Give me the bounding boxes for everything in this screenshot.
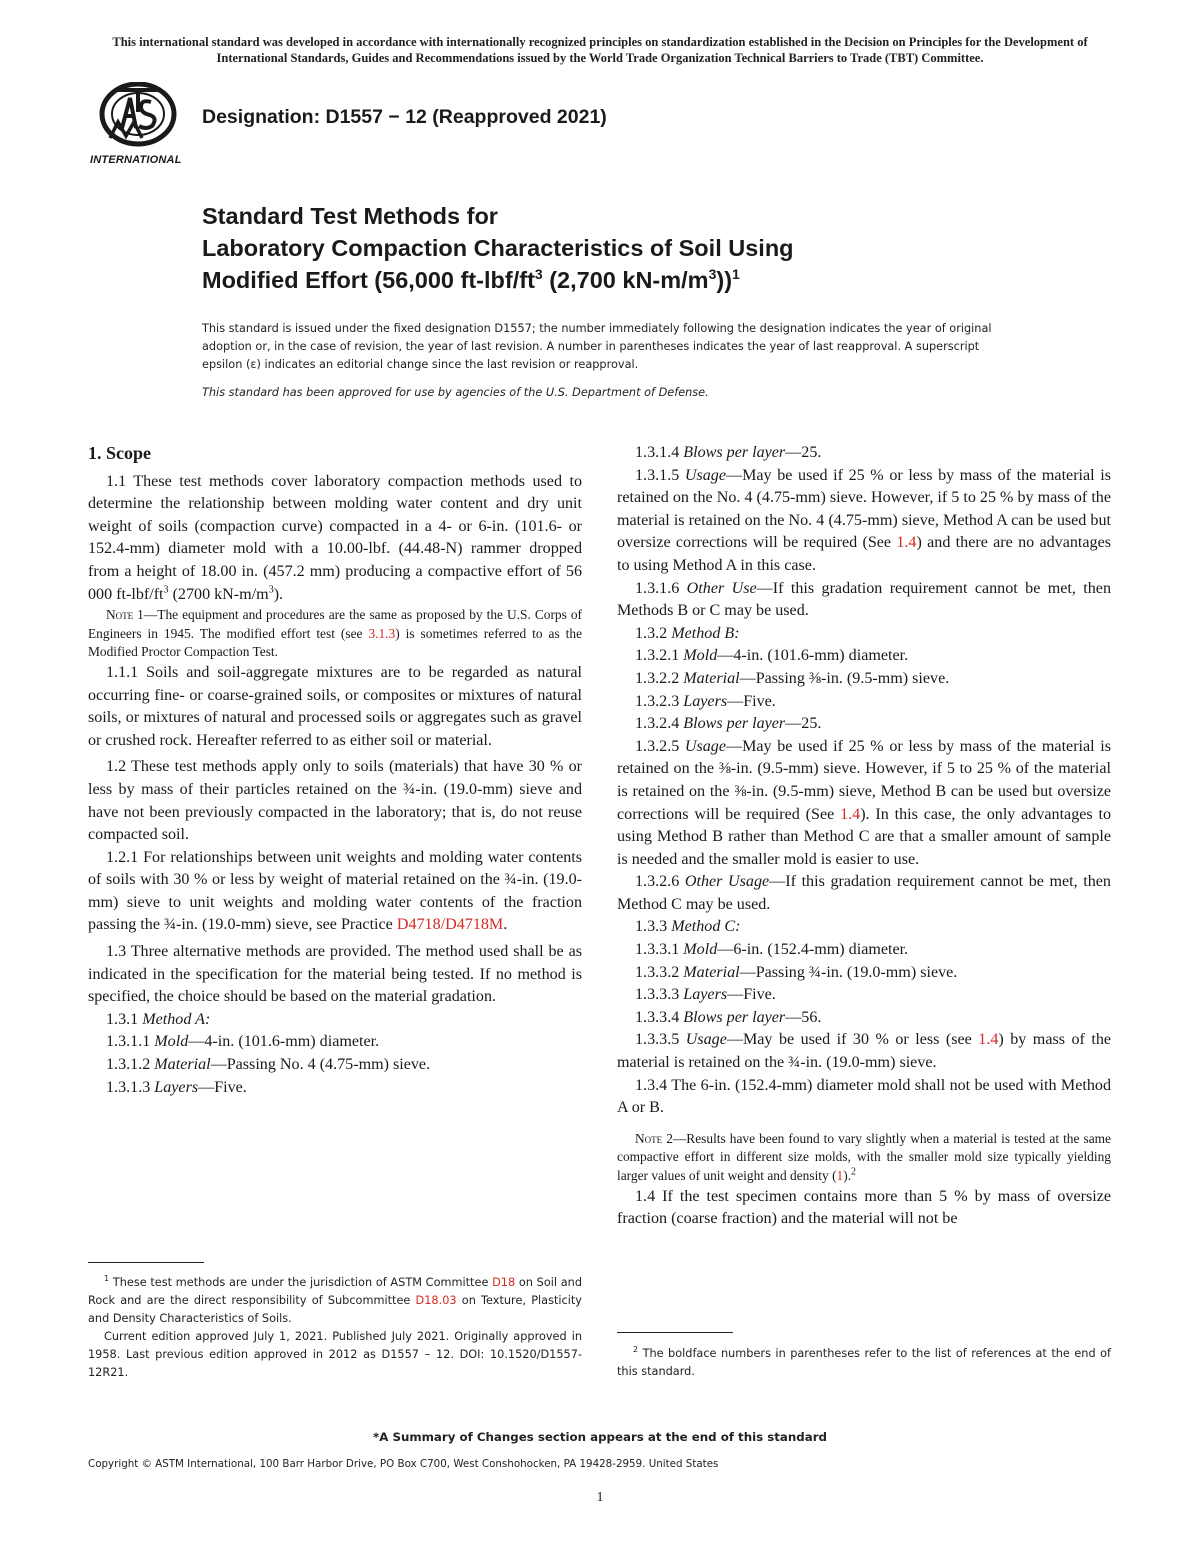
paragraph-1-3-1-5	[617, 465, 1111, 578]
clause-number: 1.3.1.3	[106, 1078, 155, 1096]
clause-number: 1.3.3	[635, 918, 672, 936]
footnote-text: on Texture, Plasticity and Density Characteristics of Soils.	[88, 1293, 582, 1325]
clause-number: 1.3.2.1	[635, 647, 684, 665]
practice-link[interactable]: D4718/D4718M	[396, 916, 504, 934]
clause-title: Other Use	[686, 579, 757, 597]
clause-text: —4-in. (101.6-mm) diameter.	[717, 647, 909, 665]
clause-text: —May be used if 30 % or less (see	[726, 1031, 979, 1049]
clause-text: —25.	[785, 715, 822, 733]
paragraph-text: ).	[273, 585, 284, 603]
note-1	[88, 606, 582, 662]
clause-number: 1.3.1.5	[635, 466, 685, 484]
clause-title: Material	[154, 1056, 211, 1074]
note-text: —The equipment and procedures are the same as proposed by the U.S. Corps of Engineers in 1945. The modified effort test (see	[88, 607, 582, 641]
clause-text: ) by mass of the material is retained on the ¾-in. (19.0-mm) sieve.	[617, 1031, 1112, 1072]
title-line-1: Standard Test Methods for	[202, 203, 498, 229]
committee-link[interactable]: D18	[492, 1275, 516, 1289]
clause-number: 1.3.2.6	[635, 873, 685, 891]
paragraph-1-1-1: 1.1.1 Soils and soil-aggregate mixtures are to be regarded as natural occurring fine- or coarse-grained soils, or composites or mixtures of natural soils, or mixtures of natural and processed soils or aggregates such as gravel or crushed rock. Hereafter referred to as either soil or material.	[88, 663, 582, 749]
clause-number: 1.3.1.6	[635, 579, 687, 597]
reference-link[interactable]: 1	[836, 1168, 844, 1183]
paragraph-1-3-2-4	[617, 713, 1111, 736]
clause-text: —Passing ¾-in. (19.0-mm) sieve.	[739, 963, 958, 981]
clause-text: —Five.	[727, 692, 776, 710]
clause-text: —If this gradation requirement cannot be met, then Methods B or C may be used.	[617, 579, 1112, 620]
footnote-2-text	[617, 1341, 1111, 1381]
footnote-rule-left	[88, 1262, 204, 1263]
paragraph-1-2: 1.2 These test methods apply only to soils (materials) that have 30 % or less by mass of their particles retained on the ¾-in. (19.0-mm) sieve and have not been previously compacted in the laboratory; that is, do not reuse compacted soil.	[88, 758, 582, 844]
paragraph-1-3-1-4	[617, 442, 1111, 465]
clause-title: Blows per layer	[683, 444, 786, 461]
clause-number: 1.3.2.2	[635, 669, 684, 687]
left-column	[88, 442, 582, 1099]
clause-number: 1.3.2.3	[635, 692, 684, 710]
paragraph-1-3-1	[88, 1009, 582, 1032]
paragraph-1-4: 1.4 If the test specimen contains more than 5 % by mass of oversize fraction (coarse fraction) and the material will not be	[617, 1187, 1111, 1228]
clause-title: Mold	[683, 941, 718, 959]
paragraph-1-3-1-3	[88, 1077, 582, 1100]
clause-text: —Five.	[727, 986, 776, 1004]
clause-number: 1.3.1	[106, 1010, 143, 1028]
clause-number: 1.3.2.5	[635, 737, 685, 755]
title-text: ))	[716, 267, 733, 293]
paragraph-1-3-3-1	[617, 939, 1111, 962]
paragraph-1-3-4: 1.3.4 The 6-in. (152.4-mm) diameter mold shall not be used with Method A or B.	[617, 1076, 1111, 1117]
footnote-1-edition: Current edition approved July 1, 2021. Published July 2021. Originally approved in 1958. Last previous edition approved in 2012 as D1557 – 12. DOI: 10.1520/D1557-12R21.	[88, 1329, 582, 1379]
clause-title: Material	[683, 669, 740, 687]
superscript: 3	[163, 584, 169, 596]
note-2	[617, 1130, 1111, 1186]
clause-title: Method C:	[671, 918, 741, 936]
footnote-marker: 1	[104, 1274, 110, 1283]
clause-title: Blows per layer	[683, 1008, 786, 1026]
paragraph-1-3-3-5	[617, 1029, 1111, 1074]
footnote-text: These test methods are under the jurisdiction of ASTM Committee	[109, 1275, 493, 1289]
note-text: ).	[843, 1168, 852, 1183]
clause-title: Mold	[683, 647, 718, 665]
clause-number: 1.3.3.1	[635, 941, 684, 959]
clause-text: —If this gradation requirement cannot be met, then Method C may be used.	[617, 873, 1111, 913]
clause-text: ). In this case, the only advantages to using Method B rather than Method C are that a smaller amount of sample is needed and the smaller mold is easier to use.	[617, 805, 1111, 868]
paragraph-1-1	[88, 471, 582, 607]
superscript: 3	[268, 584, 274, 596]
paragraph-1-3-2-2	[617, 668, 1111, 691]
paragraph-1-3-1-2	[88, 1054, 582, 1077]
title-line-2: Laboratory Compaction Characteristics of Soil Using	[202, 235, 794, 261]
paragraph-1-3-1-1	[88, 1031, 582, 1054]
section-link[interactable]: 3.1.3	[368, 625, 396, 641]
clause-text: —May be used if 25 % or less by mass of the material is retained on the ⅜-in. (9.5-mm) sieve. However, if 5 to 25 % of the material is retained on the ⅜-in. (9.5-mm) sieve, Method B can be used but oversize corrections will be required (See	[617, 737, 1111, 823]
footnote-1	[88, 1270, 582, 1382]
clause-number: 1.3.2	[635, 624, 672, 642]
paragraph-1-3-3-3	[617, 984, 1111, 1007]
section-link[interactable]: 1.4	[896, 534, 917, 552]
paragraph-1-3-2-1	[617, 645, 1111, 668]
clause-number: 1.3.1.1	[106, 1033, 155, 1051]
clause-title: Blows per layer	[683, 715, 786, 733]
note-text: ) is sometimes referred to as the Modified Proctor Compaction Test.	[88, 625, 583, 660]
section-link[interactable]: 1.4	[978, 1031, 999, 1049]
title-line-3	[202, 264, 1062, 296]
clause-text: —56.	[785, 1008, 822, 1026]
clause-text: —May be used if 25 % or less by mass of the material is retained on the No. 4 (4.75-mm) sieve. However, if 5 to 25 % by mass of the material is retained on the No. 4 (4.75-mm) sieve, Method A can be used but oversize corrections will be required (See	[617, 466, 1111, 552]
page-number: 1	[596, 1490, 604, 1505]
paragraph-1-3-2-5	[617, 736, 1111, 872]
clause-title: Layers	[683, 986, 728, 1004]
paragraph-1-3-2-3	[617, 691, 1111, 714]
paragraph-1-3-3-2	[617, 962, 1111, 985]
paragraph-text: 1.2.1 For relationships between unit weights and molding water contents of soils with 30 % or less by weight of material retained on the ¾-in. (19.0-mm) sieve to unit weights and molding water contents of the fraction passing the ¾-in. (19.0-mm) sieve, see Practice	[88, 848, 582, 934]
dod-note: This standard has been approved for use by agencies of the U.S. Department of Defense.	[202, 386, 709, 399]
clause-title: Layers	[683, 692, 728, 710]
clause-title: Material	[683, 963, 740, 981]
title-superscript: 3	[534, 266, 543, 283]
paragraph-1-3-3	[617, 916, 1111, 939]
footnote-ref: 2	[851, 1166, 857, 1178]
paragraph-text: .	[503, 916, 508, 934]
clause-number: 1.3.3.4	[635, 1008, 684, 1026]
footnote-1-text	[88, 1270, 582, 1328]
paragraph-1-2-1	[88, 847, 582, 937]
paragraph-text: (2700 kN-m/m	[168, 585, 269, 603]
clause-text: —Passing ⅜-in. (9.5-mm) sieve.	[739, 669, 950, 687]
tbt-notice: This international standard was developed in accordance with internationally recognized principles on standardization established in the Decision on Principles for the Development of International Standards, Guides and Recommendations issued by the World Trade Organization Technical Barriers to Trade (TBT) Committee.	[112, 35, 1088, 65]
copyright-line: Copyright © ASTM International, 100 Barr Harbor Drive, PO Box C700, West Conshohocken, PA 19428-2959. United States	[88, 1458, 719, 1470]
clause-number: 1.3.2.4	[635, 715, 684, 733]
summary-of-changes-note: *A Summary of Changes section appears at the end of this standard	[373, 1430, 827, 1444]
clause-number: 1.3.3.5	[635, 1031, 686, 1049]
section-heading-scope: 1. Scope	[88, 443, 151, 463]
clause-text: —25.	[785, 444, 822, 461]
clause-number: 1.3.3.2	[635, 963, 684, 981]
designation: Designation: D1557 − 12 (Reapproved 2021)	[202, 106, 607, 128]
clause-title: Method A:	[142, 1010, 211, 1028]
note-text: —Results have been found to vary slightly when a material is tested at the same compactive effort in different size molds, with the smaller mold size typically yielding larger values of unit weight and density (	[617, 1130, 1111, 1183]
clause-text: —4-in. (101.6-mm) diameter.	[188, 1033, 380, 1051]
footnote-2	[617, 1341, 1111, 1381]
astm-logo	[88, 82, 192, 170]
clause-title: Usage	[685, 1031, 727, 1049]
footnote-text: on Soil and Rock and are the direct responsibility of Subcommittee	[88, 1275, 582, 1307]
document-title	[202, 200, 1062, 296]
clause-number: 1.3.3.3	[635, 986, 684, 1004]
subcommittee-link[interactable]: D18.03	[415, 1293, 457, 1307]
logo-wordmark: INTERNATIONAL	[90, 154, 182, 166]
clause-title: Layers	[154, 1078, 199, 1096]
clause-title: Other Usage	[684, 873, 770, 891]
clause-text: —Five.	[198, 1078, 247, 1096]
clause-number: 1.3.1.2	[106, 1056, 155, 1074]
clause-number: 1.3.1.4	[635, 444, 684, 461]
note-label: Note 2	[635, 1130, 673, 1146]
clause-text: —Passing No. 4 (4.75-mm) sieve.	[210, 1056, 431, 1074]
right-column	[617, 442, 1111, 1231]
section-link[interactable]: 1.4	[840, 805, 861, 823]
clause-title: Usage	[684, 737, 726, 755]
footnote-marker: 2	[633, 1345, 639, 1354]
paragraph-1-3-2-6	[617, 871, 1111, 916]
paragraph-1-3-3-4	[617, 1007, 1111, 1030]
note-label: Note 1	[106, 607, 144, 623]
title-text: Modified Effort (56,000 ft-lbf/ft	[202, 267, 535, 293]
issued-note: This standard is issued under the fixed designation D1557; the number immediately following the designation indicates the year of original adoption or, in the case of revision, the year of last revision. A number in parentheses indicates the year of last reapproval. A superscript epsilon (ε) indicates an editorial change since the last revision or reapproval.	[202, 322, 992, 371]
clause-text: —6-in. (152.4-mm) diameter.	[717, 941, 909, 959]
clause-title: Mold	[154, 1033, 189, 1051]
footnote-rule-right	[617, 1332, 733, 1333]
paragraph-1-3-2	[617, 623, 1111, 646]
paragraph-1-3-1-6	[617, 578, 1111, 623]
title-footnote-ref: 1	[732, 266, 740, 283]
paragraph-text: 1.1 These test methods cover laboratory compaction methods used to determine the relationship between molding water content and dry unit weight of soils (compaction curve) compacted in a 4- or 6-in. (101.6- or 152.4-mm) diameter mold with a 10.00-lbf. (44.48-N) rammer dropped from a height of 18.00 in. (457.2 mm) producing a compactive effort of 56 000 ft-lbf/ft	[88, 472, 582, 603]
footnote-text: The boldface numbers in parentheses refer to the list of references at the end of this standard.	[617, 1346, 1111, 1378]
paragraph-1-3: 1.3 Three alternative methods are provided. The method used shall be as indicated in the specification for the material being tested. If no method is specified, the choice should be based on the material gradation.	[88, 943, 582, 1006]
title-superscript: 3	[708, 266, 717, 283]
clause-text: ) and there are no advantages to using Method A in this case.	[617, 534, 1111, 574]
clause-title: Method B:	[671, 624, 740, 642]
title-text: (2,700 kN-m/m	[542, 267, 709, 293]
clause-title: Usage	[684, 466, 726, 484]
